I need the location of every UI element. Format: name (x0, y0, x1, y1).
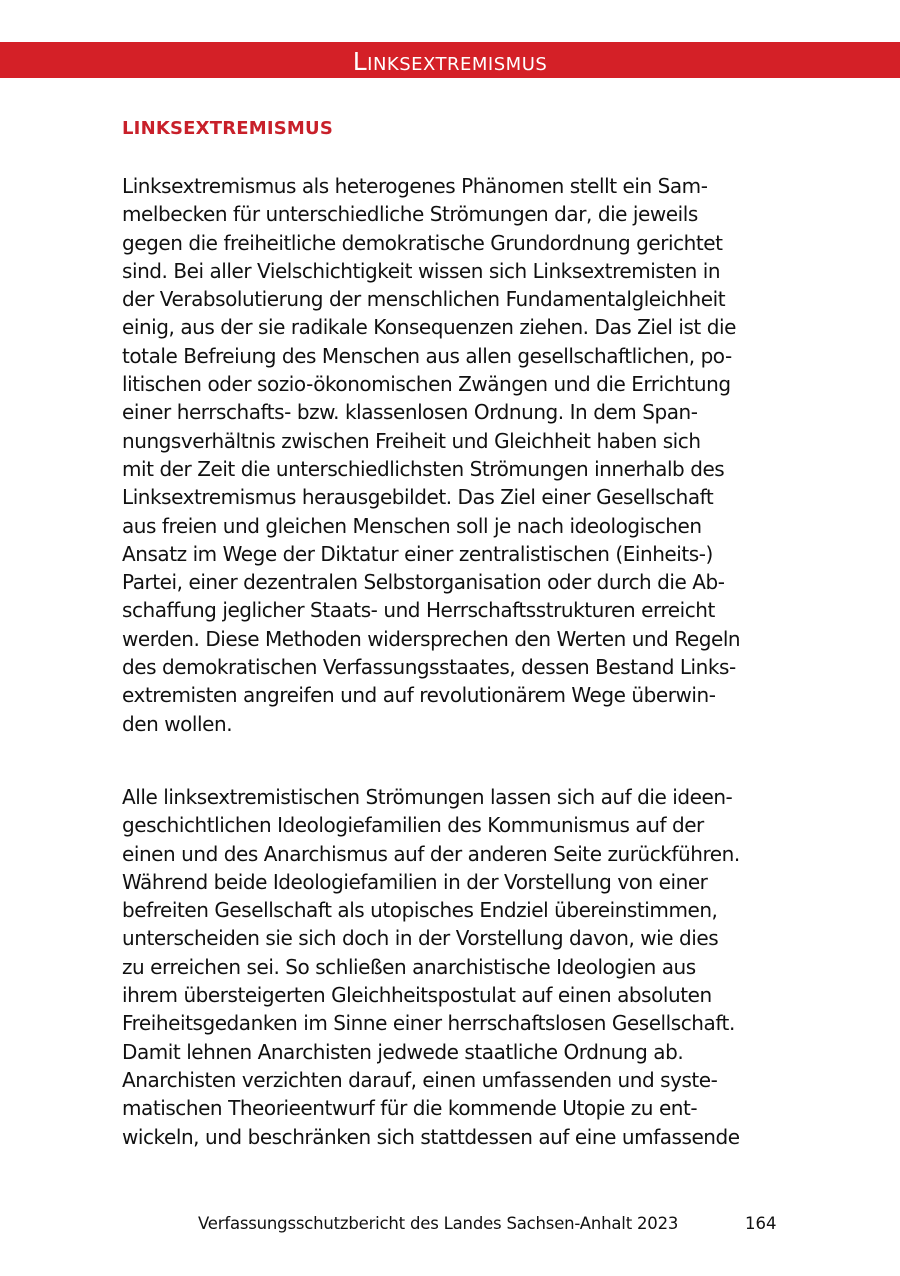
text-line: befreiten Gesellschaft als utopisches Endziel übereinstimmen, (122, 898, 718, 923)
text-line: aus freien und gleichen Menschen soll je nach ideologischen (122, 513, 702, 538)
text-line: einen und des Anarchismus auf der anderen Seite zurückführen. (122, 841, 740, 866)
text-line: einig, aus der sie radikale Konsequenzen ziehen. Das Ziel ist die (122, 315, 736, 340)
text-line: Freiheitsgedanken im Sinne einer herrschaftslosen Gesellschaft. (122, 1011, 735, 1036)
chapter-header-bar (0, 42, 900, 78)
text-line: einer herrschafts- bzw. klassenlosen Ordnung. In dem Span- (122, 400, 698, 425)
text-line: der Verabsolutierung der menschlichen Fundamentalgleichheit (122, 287, 726, 312)
text-line: unterscheiden sie sich doch in der Vorstellung davon, wie dies (122, 926, 719, 951)
text-line: Linksextremismus herausgebildet. Das Ziel einer Gesellschaft (122, 485, 714, 510)
text-line: ihrem übersteigerten Gleichheitspostulat auf einen absoluten (122, 983, 712, 1008)
text-line: werden. Diese Methoden widersprechen den Werten und Regeln (122, 626, 741, 651)
text-line: Partei, einer dezentralen Selbstorganisation oder durch die Ab- (122, 570, 725, 595)
text-line: Anarchisten verzichten darauf, einen umfassenden und syste- (122, 1067, 718, 1092)
text-line: Linksextremismus als heterogenes Phänomen stellt ein Sam- (122, 174, 708, 198)
paragraph-1 (122, 172, 782, 738)
page-footer (0, 1214, 900, 1240)
text-line: schaffung jeglicher Staats- und Herrschaftsstrukturen erreicht (122, 598, 715, 623)
section-heading: LINKSEXTREMISMUS (122, 118, 334, 139)
text-line: Ansatz im Wege der Diktatur einer zentralistischen (Einheits-) (122, 541, 713, 566)
text-line: nungsverhältnis zwischen Freiheit und Gleichheit haben sich (122, 428, 701, 453)
text-line: litischen oder sozio-ökonomischen Zwängen und die Errichtung (122, 372, 731, 397)
chapter-title: Linksextremismus (352, 47, 548, 76)
text-line: totale Befreiung des Menschen aus allen gesellschaftlichen, po- (122, 343, 732, 368)
text-line: den wollen. (122, 711, 233, 736)
paragraph-2 (122, 783, 782, 1151)
page-number: 164 (745, 1214, 777, 1233)
text-line: extremisten angreifen und auf revolutionärem Wege überwin- (122, 683, 716, 708)
text-line: Damit lehnen Anarchisten jedwede staatliche Ordnung ab. (122, 1039, 684, 1064)
text-line: Alle linksextremistischen Strömungen lassen sich auf die ideen- (122, 784, 733, 809)
paragraph-spacer (122, 738, 782, 783)
text-line: mit der Zeit die unterschiedlichsten Strömungen innerhalb des (122, 456, 725, 481)
text-line: geschichtlichen Ideologiefamilien des Kommunismus auf der (122, 813, 704, 838)
text-line: Während beide Ideologiefamilien in der Vorstellung von einer (122, 869, 708, 894)
text-line: gegen die freiheitliche demokratische Grundordnung gerichtet (122, 230, 723, 255)
text-line: wickeln, und beschränken sich stattdessen auf eine umfassende (122, 1124, 740, 1149)
footer-publication-title: Verfassungsschutzbericht des Landes Sachsen-Anhalt 2023 (198, 1214, 679, 1233)
text-line: melbecken für unterschiedliche Strömungen dar, die jeweils (122, 202, 698, 227)
text-line: sind. Bei aller Vielschichtigkeit wissen sich Linksextremisten in (122, 258, 721, 283)
body-text (122, 172, 782, 1151)
text-line: zu erreichen sei. So schließen anarchistische Ideologien aus (122, 954, 696, 979)
text-line: des demokratischen Verfassungsstaates, dessen Bestand Links- (122, 655, 736, 680)
text-line: matischen Theorieentwurf für die kommende Utopie zu ent- (122, 1096, 698, 1121)
